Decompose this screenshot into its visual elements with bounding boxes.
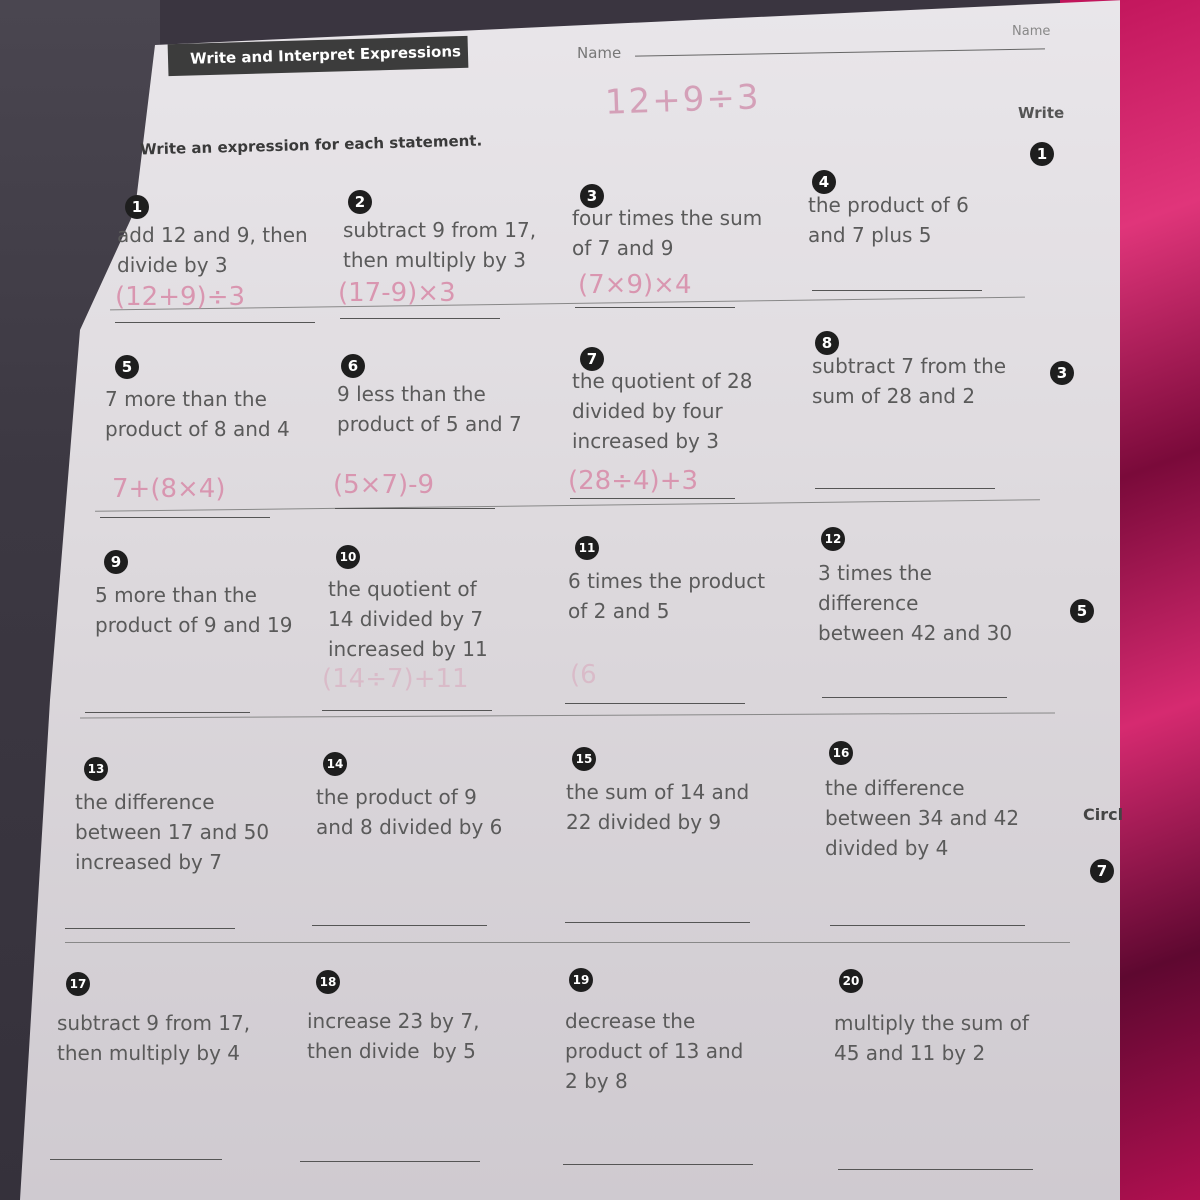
answer-blank[interactable]: [565, 703, 745, 704]
header-title: Write and Interpret Expressions: [189, 42, 462, 68]
answer-blank[interactable]: [312, 925, 487, 926]
problem-number-badge: 10: [336, 545, 360, 569]
problem-statement: 9 less than the product of 5 and 7: [337, 382, 522, 436]
problem-statement: 6 times the product of 2 and 5: [568, 569, 766, 623]
answer-blank[interactable]: [335, 508, 495, 509]
handwritten-answer: (17-9)×3: [338, 278, 456, 308]
problem-number-badge: 20: [839, 969, 863, 993]
answer-blank[interactable]: [565, 922, 750, 923]
answer-blank[interactable]: [815, 488, 995, 489]
answer-blank[interactable]: [300, 1161, 480, 1162]
answer-blank[interactable]: [85, 712, 250, 713]
handwritten-answer: (28÷4)+3: [568, 466, 699, 496]
handwritten-answer: (14÷7)+11: [322, 664, 469, 694]
row-divider: [65, 942, 1070, 943]
problem-number-badge: 3: [580, 184, 604, 208]
side-write-label: Write: [1018, 104, 1065, 122]
side-badge: 5: [1070, 599, 1094, 623]
problem-statement: subtract 9 from 17, then multiply by 3: [343, 218, 537, 272]
problem-statement: the difference between 17 and 50 increased by 7: [75, 790, 270, 874]
side-badge: 7: [1090, 859, 1114, 883]
problem-number-badge: 9: [104, 550, 128, 574]
problem-number-badge: 14: [323, 752, 347, 776]
answer-blank[interactable]: [830, 925, 1025, 926]
problem-statement: the product of 9 and 8 divided by 6: [316, 785, 503, 839]
side-circle-label: Circl: [1083, 805, 1124, 824]
problem-statement: the difference between 34 and 42 divided by 4: [825, 776, 1020, 860]
answer-blank[interactable]: [115, 322, 315, 323]
handwritten-answer: (5×7)-9: [333, 470, 435, 500]
problem-statement: four times the sum of 7 and 9: [572, 206, 763, 260]
problem-statement: the quotient of 14 divided by 7 increased by 11: [328, 577, 488, 661]
handwritten-answer: (6: [570, 660, 597, 690]
handwritten-answer: (7×9)×4: [578, 270, 692, 300]
problem-number-badge: 12: [821, 527, 845, 551]
problem-statement: 3 times the difference between 42 and 30: [818, 561, 1013, 645]
problem-statement: multiply the sum of 45 and 11 by 2: [834, 1011, 1029, 1065]
problem-number-badge: 2: [348, 190, 372, 214]
side-badge: 1: [1030, 142, 1054, 166]
answer-blank[interactable]: [322, 710, 492, 711]
problem-statement: 5 more than the product of 9 and 19: [95, 583, 293, 637]
problem-statement: the quotient of 28 divided by four increased by 3: [572, 369, 753, 453]
problem-number-badge: 8: [815, 331, 839, 355]
instructions: Write an expression for each statement.: [139, 131, 483, 159]
problem-statement: subtract 7 from the sum of 28 and 2: [812, 354, 1007, 408]
problem-number-badge: 13: [84, 757, 108, 781]
problem-number-badge: 19: [569, 968, 593, 992]
problem-number-badge: 11: [575, 536, 599, 560]
problem-number-badge: 17: [66, 972, 90, 996]
problem-statement: 7 more than the product of 8 and 4: [105, 387, 290, 441]
answer-blank[interactable]: [563, 1164, 753, 1165]
handwritten-answer: (12+9)÷3: [115, 282, 246, 312]
problem-statement: add 12 and 9, then divide by 3: [117, 223, 308, 277]
answer-blank[interactable]: [50, 1159, 222, 1160]
problem-number-badge: 15: [572, 747, 596, 771]
handwritten-answer: 7+(8×4): [112, 474, 226, 504]
problem-statement: subtract 9 from 17, then multiply by 4: [57, 1011, 251, 1065]
answer-blank[interactable]: [100, 517, 270, 518]
problem-number-badge: 7: [580, 347, 604, 371]
problem-number-badge: 18: [316, 970, 340, 994]
answer-blank[interactable]: [575, 307, 735, 308]
problem-number-badge: 5: [115, 355, 139, 379]
answer-blank[interactable]: [65, 928, 235, 929]
answer-blank[interactable]: [838, 1169, 1033, 1170]
answer-blank[interactable]: [822, 697, 1007, 698]
handwritten-note: 12+9÷3: [604, 77, 762, 123]
problem-statement: the product of 6 and 7 plus 5: [808, 193, 969, 247]
problem-number-badge: 1: [125, 195, 149, 219]
answer-blank[interactable]: [570, 498, 735, 499]
answer-blank[interactable]: [812, 290, 982, 291]
problem-number-badge: 6: [341, 354, 365, 378]
answer-blank[interactable]: [340, 318, 500, 319]
problem-number-badge: 16: [829, 741, 853, 765]
name-label-right: Name: [1012, 24, 1051, 39]
problem-statement: increase 23 by 7, then divide by 5: [307, 1009, 480, 1063]
problem-number-badge: 4: [812, 170, 836, 194]
problem-statement: decrease the product of 13 and 2 by 8: [565, 1009, 744, 1093]
name-label: Name: [577, 44, 622, 62]
problem-statement: the sum of 14 and 22 divided by 9: [566, 780, 750, 834]
side-badge: 3: [1050, 361, 1074, 385]
